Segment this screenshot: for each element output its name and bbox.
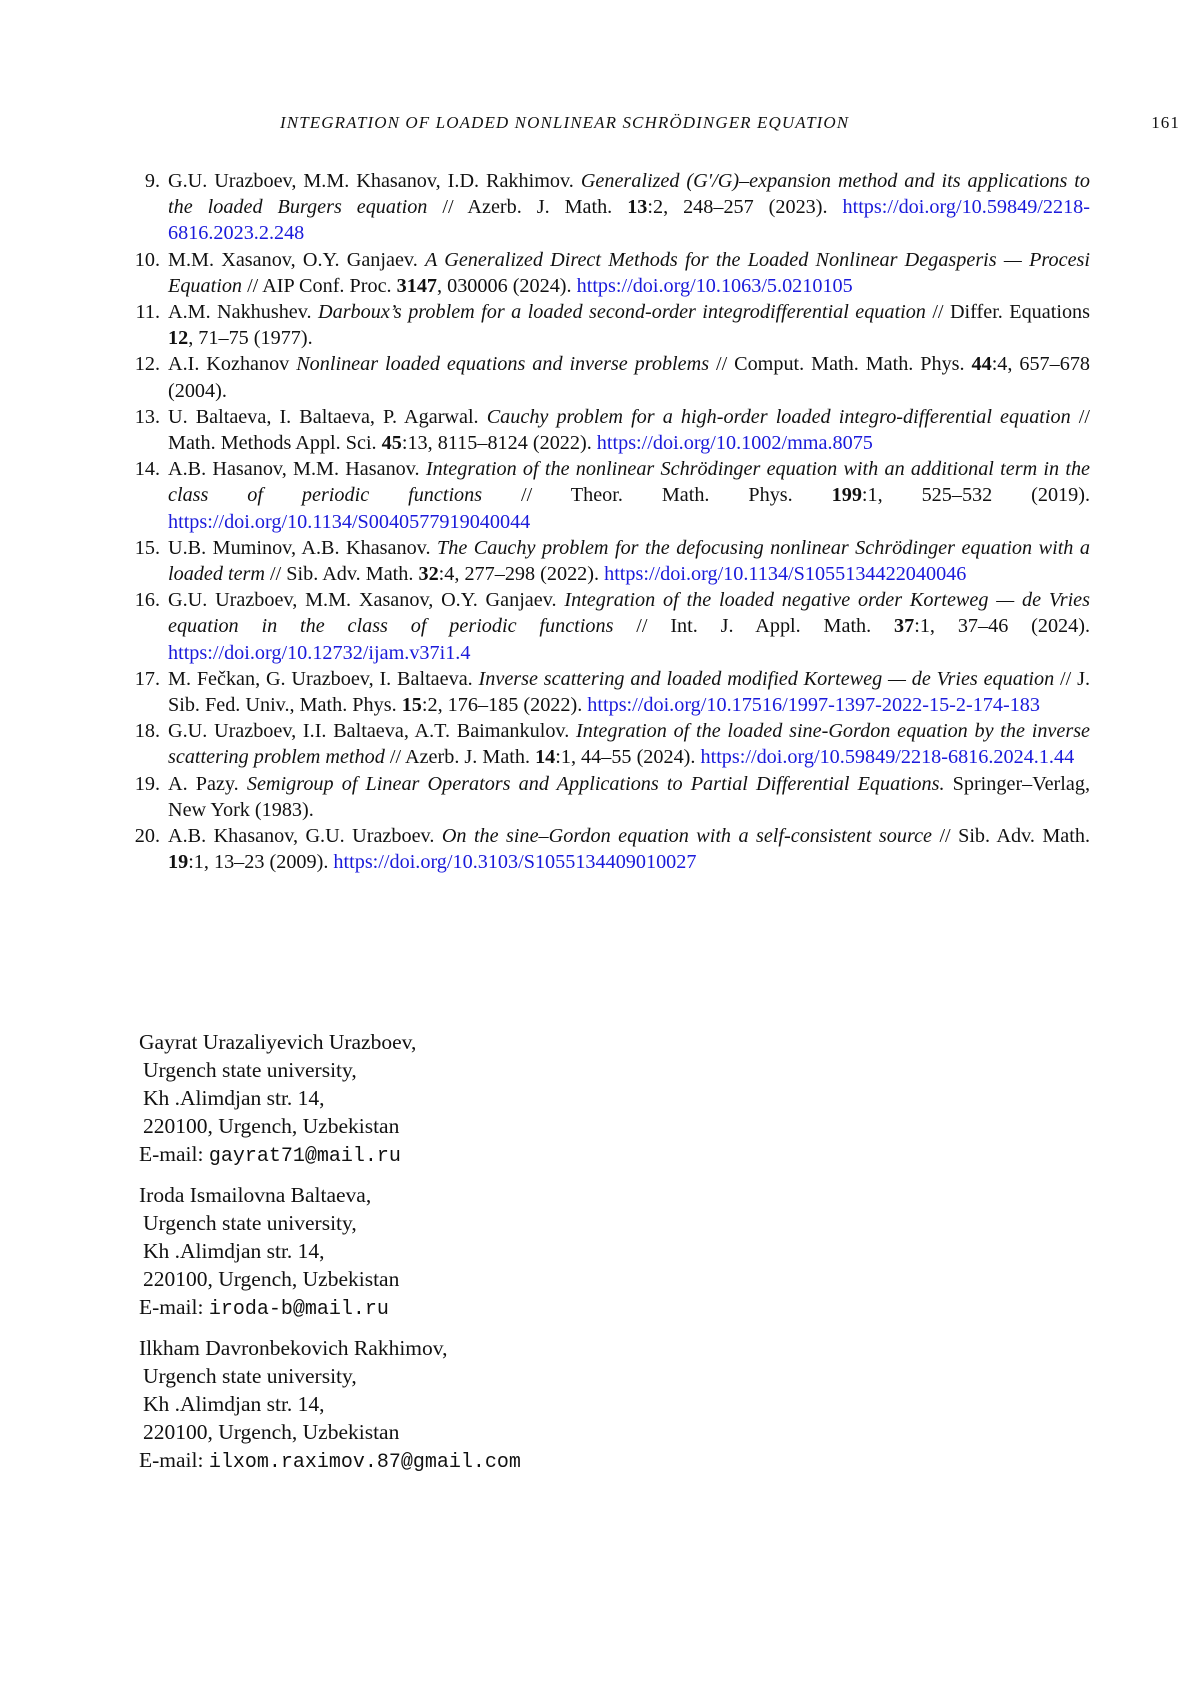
reference-volume: 37 [894,615,915,638]
author-city: 220100, Urgench, Uzbekistan [143,1420,400,1444]
reference-item [132,299,1090,351]
reference-pages: :2, 248–257 (2023). [647,196,843,219]
reference-number: 16. [134,589,160,612]
author-name: Iroda Ismailovna Baltaeva, [139,1183,372,1207]
reference-pages: :4, 657–678 (2004). [168,353,1091,402]
email-label: E-mail: [139,1295,209,1319]
doi-link[interactable]: https://doi.org/10.59849/2218-6816.2024.1.44 [700,746,1075,769]
doi-link[interactable]: https://doi.org/10.59849/2218-6816.2023.2.248 [168,196,1090,245]
reference-authors: U.B. Muminov, A.B. Khasanov. [168,536,431,559]
reference-volume: 19 [168,851,189,874]
reference-pages: :1, 13–23 (2009). [188,851,334,874]
reference-list [132,168,1090,875]
reference-title: Semigroup of Linear Operators and Applications to Partial Differential Equations. [246,772,945,795]
reference-volume: 3147 [396,274,437,297]
reference-journal: // Sib. Adv. Math. [265,563,419,586]
reference-item [132,771,1090,823]
reference-volume: 15 [401,694,422,717]
reference-number: 20. [134,825,160,848]
author-addresses [139,1028,839,1487]
reference-journal: // Comput. Math. Math. Phys. [709,353,972,376]
author-city: 220100, Urgench, Uzbekistan [143,1114,400,1138]
email-address[interactable]: gayrat71@mail.ru [208,1145,401,1168]
reference-item [132,247,1090,299]
reference-journal: // AIP Conf. Proc. [242,274,397,297]
reference-journal: // Differ. Equations [925,301,1091,324]
reference-pages: :1, 44–55 (2024). [555,746,701,769]
reference-journal: // Azerb. J. Math. [427,196,628,219]
author-affiliation: Urgench state university, [143,1058,357,1082]
author-email-line [139,1293,839,1324]
reference-title: Integration of the loaded sine-Gordon equation by the inverse scattering problem method [168,720,1091,769]
reference-authors: A. Pazy. [168,772,239,795]
reference-volume: 13 [627,196,648,219]
reference-journal: // J. Sib. Fed. Univ., Math. Phys. [168,667,1090,717]
author-street: Kh .Alimdjan str. 14, [143,1086,325,1110]
reference-item [132,823,1090,875]
reference-item [132,168,1090,247]
reference-journal: // Math. Methods Appl. Sci. [168,405,1091,455]
reference-item [132,404,1090,456]
running-title: INTEGRATION OF LOADED NONLINEAR SCHRÖDINGER EQUATION [280,113,850,132]
reference-authors: U. Baltaeva, I. Baltaeva, P. Agarwal. [168,405,479,428]
reference-volume: 12 [168,327,189,350]
doi-link[interactable]: https://doi.org/10.1134/S1055134422040046 [604,563,967,586]
reference-authors: A.M. Nakhushev. [168,301,312,324]
reference-pages: :1, 37–46 (2024). [914,615,1091,638]
reference-number: 19. [134,772,160,795]
reference-title: The Cauchy problem for the defocusing nonlinear Schrödinger equation with a loaded term [168,536,1090,586]
reference-item [132,535,1090,587]
reference-volume: 32 [418,563,439,586]
reference-pages: :4, 277–298 (2022). [438,563,605,586]
author-email-line [139,1140,839,1171]
reference-number: 13. [134,405,160,428]
author-email-line [139,1446,839,1477]
reference-journal: // Theor. Math. Phys. [482,484,832,507]
reference-pages: :2, 176–185 (2022). [421,694,588,717]
reference-title: Integration of the loaded negative order Korteweg — de Vries equation in the class of periodic functions [168,589,1090,638]
reference-authors: M.M. Xasanov, O.Y. Ganjaev. [168,248,418,271]
reference-journal: // Int. J. Appl. Math. [613,615,895,638]
reference-title: Darboux’s problem for a loaded second-order integrodifferential equation [318,301,926,324]
reference-authors: A.B. Hasanov, M.M. Hasanov. [168,458,420,481]
reference-number: 12. [134,353,160,376]
reference-number: 11. [135,301,160,324]
reference-volume: 44 [971,353,992,376]
reference-journal: // Sib. Adv. Math. [932,825,1090,848]
reference-authors: G.U. Urazboev, I.I. Baltaeva, A.T. Baimankulov. [168,720,570,743]
author-block [139,1334,839,1477]
author-affiliation: Urgench state university, [143,1211,357,1235]
email-label: E-mail: [139,1142,209,1166]
reference-item [132,351,1090,403]
reference-authors: A.B. Khasanov, G.U. Urazboev. [168,825,435,848]
reference-pages: :13, 8115–8124 (2022). [401,432,597,455]
reference-item [132,666,1090,718]
author-street: Kh .Alimdjan str. 14, [143,1392,325,1416]
doi-link[interactable]: https://doi.org/10.17516/1997-1397-2022-15-2-174-183 [587,694,1040,717]
reference-authors: G.U. Urazboev, M.M. Xasanov, O.Y. Ganjaev. [168,589,557,612]
reference-title: On the sine–Gordon equation with a self-consistent source [441,825,932,848]
reference-number: 18. [134,720,160,743]
doi-link[interactable]: https://doi.org/10.12732/ijam.v37i1.4 [168,641,471,664]
reference-journal: // Azerb. J. Math. [384,746,536,769]
author-name: Gayrat Urazaliyevich Urazboev, [139,1030,417,1054]
reference-publisher: Springer–Verlag, New York (1983). [168,772,1090,821]
reference-title: Cauchy problem for a high-order loaded integro-differential equation [486,405,1071,428]
author-name: Ilkham Davronbekovich Rakhimov, [139,1336,448,1360]
reference-pages: , 71–75 (1977). [188,327,313,350]
reference-authors: A.I. Kozhanov [168,353,290,376]
doi-link[interactable]: https://doi.org/10.1063/5.0210105 [576,274,853,297]
author-block [139,1028,839,1171]
reference-title: Inverse scattering and loaded modified Korteweg — de Vries equation [478,667,1055,690]
reference-title: Integration of the nonlinear Schrödinger equation with an additional term in the class of periodic functions [168,458,1091,507]
reference-item [132,718,1090,770]
author-city: 220100, Urgench, Uzbekistan [143,1267,400,1291]
reference-pages: :1, 525–532 (2019). [861,484,1090,507]
doi-link[interactable]: https://doi.org/10.1002/mma.8075 [596,432,873,455]
author-affiliation: Urgench state university, [143,1364,357,1388]
reference-number: 9. [144,170,160,192]
reference-title: Nonlinear loaded equations and inverse problems [296,353,710,376]
reference-title: A Generalized Direct Methods for the Loaded Nonlinear Degasperis — Procesi Equation [168,248,1091,297]
email-label: E-mail: [139,1448,209,1472]
reference-item [132,456,1090,535]
author-block [139,1181,839,1324]
reference-pages: , 030006 (2024). [437,274,577,297]
reference-number: 17. [134,667,160,690]
reference-volume: 199 [831,484,862,507]
reference-volume: 14 [535,746,556,769]
doi-link[interactable]: https://doi.org/10.1134/S0040577919040044 [168,510,531,533]
doi-link[interactable]: https://doi.org/10.3103/S1055134409010027 [333,851,697,874]
reference-authors: M. Fečkan, G. Urazboev, I. Baltaeva. [168,667,473,690]
email-address[interactable]: ilxom.raximov.87@gmail.com [208,1451,521,1474]
reference-number: 10. [134,248,160,271]
reference-number: 15. [134,536,160,559]
reference-authors: G.U. Urazboev, M.M. Khasanov, I.D. Rakhimov. [168,170,574,192]
email-address[interactable]: iroda-b@mail.ru [208,1298,389,1321]
reference-volume: 45 [381,432,402,455]
reference-number: 14. [134,458,160,481]
reference-title: Generalized (G′/G)–expansion method and its applications to the loaded Burgers equation [168,170,1091,219]
page-number: 161 [1151,113,1180,132]
reference-item [132,587,1090,666]
author-street: Kh .Alimdjan str. 14, [143,1239,325,1263]
